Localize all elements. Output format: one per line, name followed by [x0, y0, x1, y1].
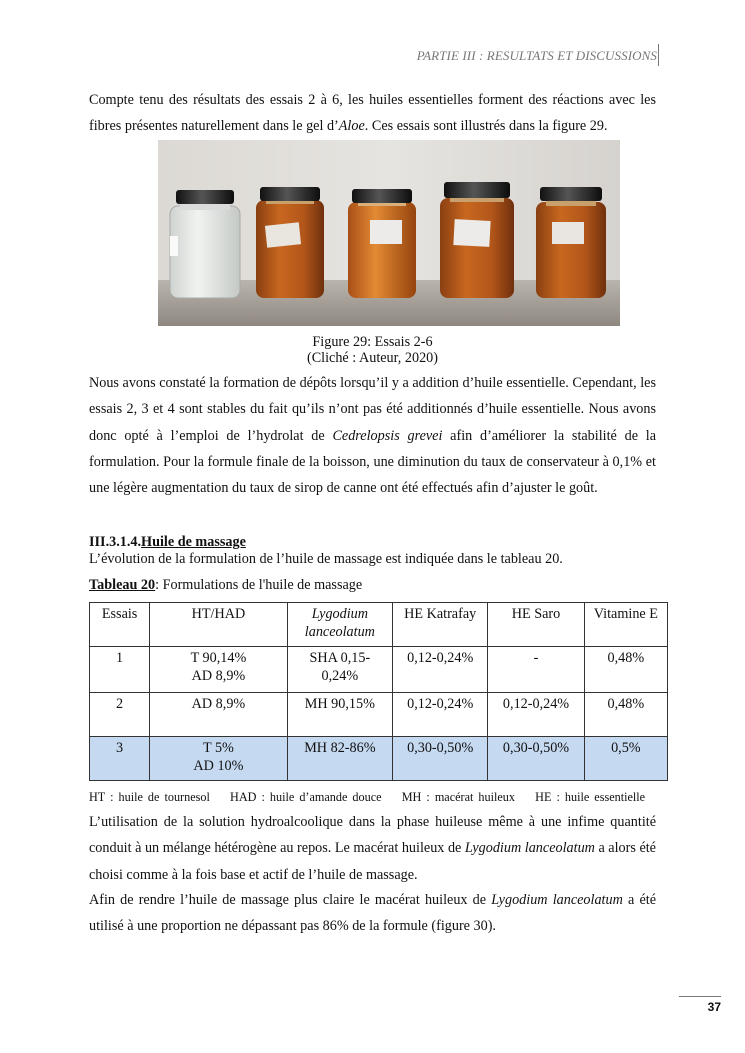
table-cell: MH 82-86% — [287, 737, 392, 781]
table-cell: 1 — [90, 647, 150, 693]
table-cell: 2 — [90, 693, 150, 737]
header-cell: Lygodium lanceolatum — [287, 603, 392, 647]
figure-29-photo — [158, 140, 620, 326]
vial-amber-3 — [348, 189, 416, 298]
table-caption: Tableau 20: Formulations de l'huile de massage — [89, 577, 363, 593]
header-cell: Essais — [90, 603, 150, 647]
table-row — [90, 693, 668, 737]
table-cell: 0,30-0,50% — [393, 737, 488, 781]
table-row-highlighted — [90, 737, 668, 781]
vial-amber-5 — [536, 187, 606, 298]
table-cell: T 90,14% AD 8,9% — [150, 647, 287, 693]
table-cell: AD 8,9% — [150, 693, 287, 737]
table-cell: 0,5% — [584, 737, 667, 781]
table-cell: 0,48% — [584, 647, 667, 693]
footer-divider — [679, 996, 721, 997]
table-cell: 0,12-0,24% — [488, 693, 584, 737]
header-cell: Vitamine E — [584, 603, 667, 647]
section-heading: III.3.1.4.Huile de massage — [89, 534, 246, 550]
formulation-table — [89, 602, 668, 781]
vial-clear — [170, 190, 240, 298]
table-cell: 0,12-0,24% — [393, 693, 488, 737]
table-cell: - — [488, 647, 584, 693]
page-number: 37 — [707, 1000, 721, 1014]
vial-amber-2 — [256, 187, 324, 298]
table-intro-line: L’évolution de la formulation de l’huile de massage est indiquée dans le tableau 20. — [89, 551, 563, 567]
vial-amber-4 — [440, 182, 514, 298]
header-divider — [658, 44, 660, 66]
table-cell: MH 90,15% — [287, 693, 392, 737]
running-header: PARTIE III : RESULTATS ET DISCUSSIONS — [416, 48, 657, 63]
table-header-row — [90, 603, 668, 647]
paragraph-hydroalcoholic: L’utilisation de la solution hydroalcoolique dans la phase huileuse même à une infime quantité conduit à un mélange hétérogène au repos. Le macérat huileux de Lygodium lanceolatum a alors été choisi comme à la fois base et actif de l’huile de massage. — [89, 814, 656, 883]
header-cell: HT/HAD — [150, 603, 287, 647]
table-cell: 3 — [90, 737, 150, 781]
table-row — [90, 647, 668, 693]
abbreviation-legend: HT : huile de tournesol HAD : huile d’amande douce MH : macérat huileux HE : huile essentielle — [89, 790, 646, 804]
table-cell: T 5% AD 10% — [150, 737, 287, 781]
table-cell: 0,48% — [584, 693, 667, 737]
paragraph-intro: Compte tenu des résultats des essais 2 à 6, les huiles essentielles forment des réactions avec les fibres présentes naturellement dans le gel d’Aloe. Ces essais sont illustrés dans la figure 29. — [89, 92, 656, 135]
table-cell: 0,30-0,50% — [488, 737, 584, 781]
paragraph-observation: Nous avons constaté la formation de dépôts lorsqu’il y a addition d’huile essentielle. Cependant, les essais 2, 3 et 4 sont stables du fait qu’ils n’ont pas été additionnés d’huile essentielle. Nous avons donc opté à l’emploi de l’hydrolat de Cedrelopsis grevei afin d’améliorer la stabilité de la formulation. Pour la formule finale de la boisson, une diminution du taux de conservateur à 0,1% et une légère augmentation du taux de sirop de canne ont été effectués afin d’ajuster le goût. — [89, 375, 657, 497]
table-cell: 0,12-0,24% — [393, 647, 488, 693]
figure-caption-credit: (Cliché : Auteur, 2020) — [306, 350, 439, 366]
paragraph-proportion: Afin de rendre l’huile de massage plus claire le macérat huileux de Lygodium lanceolatum a été utilisé à une proportion ne dépassant pas 86% de la formule (figure 30). — [89, 892, 656, 935]
table-cell: SHA 0,15- 0,24% — [287, 647, 392, 693]
figure-caption-title: Figure 29: Essais 2-6 — [312, 334, 433, 350]
header-cell: HE Saro — [488, 603, 584, 647]
header-cell: HE Katrafay — [393, 603, 488, 647]
